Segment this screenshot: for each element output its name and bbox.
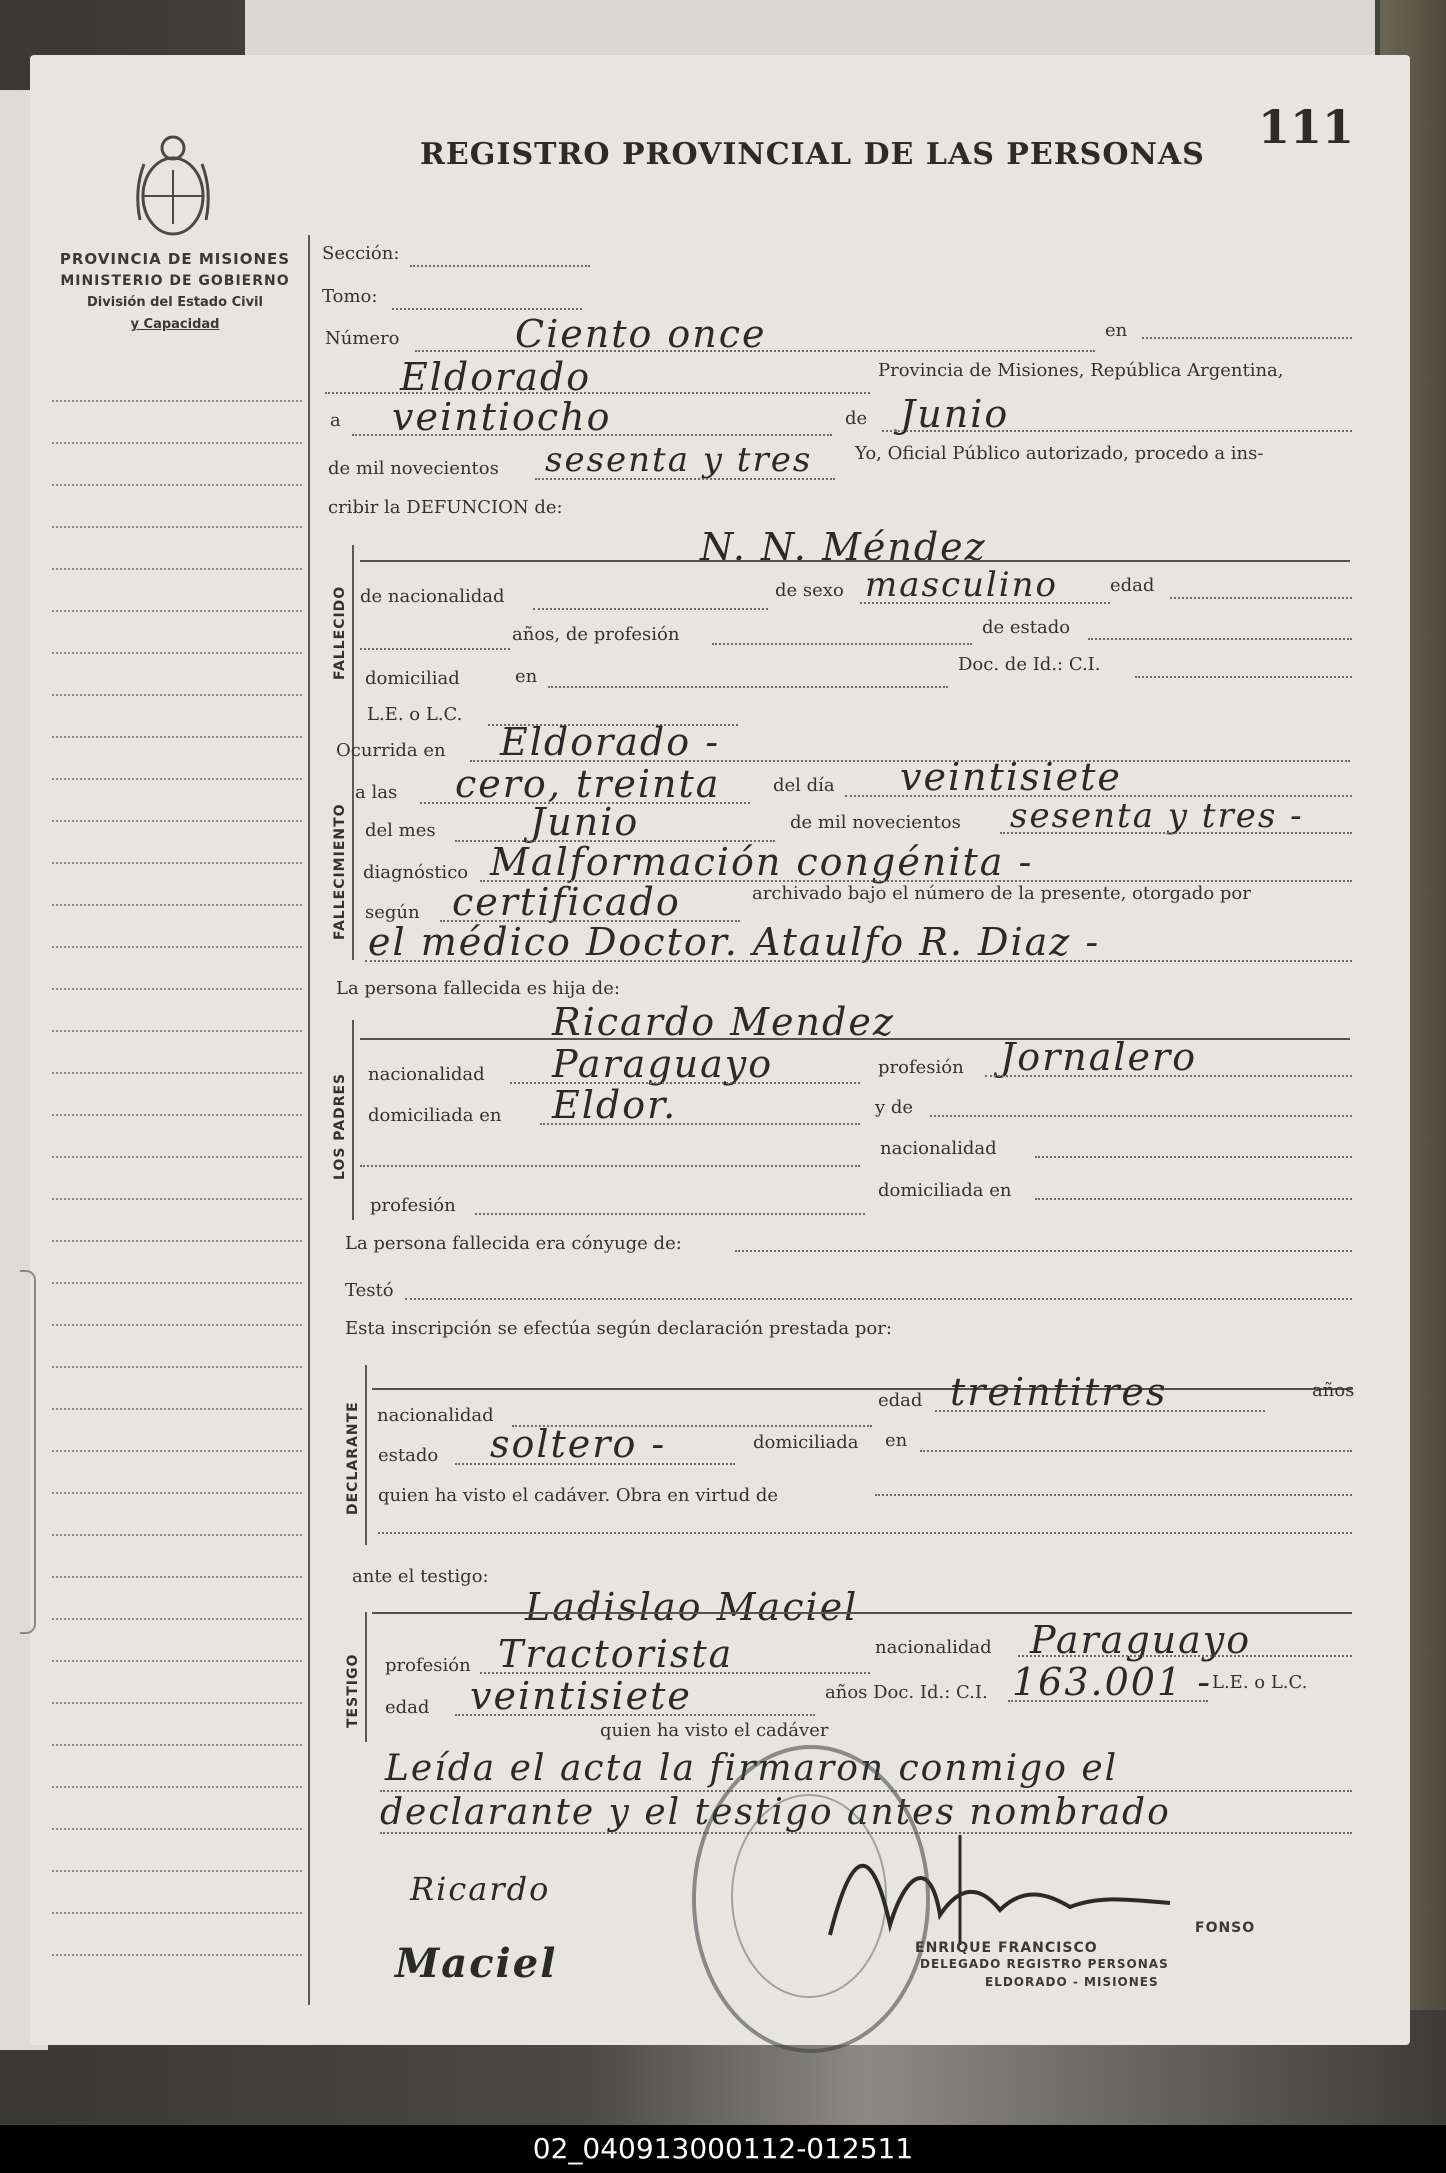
- medico-line: [365, 960, 1352, 962]
- testigo-ci-value: 163.001 -: [1012, 1660, 1213, 1704]
- margin-ruled-line: [52, 1282, 302, 1284]
- padres-side-label: LOS PADRES: [332, 1072, 348, 1180]
- padre-domicilio-label: domiciliada en: [368, 1105, 502, 1126]
- declarante-bracket: [365, 1365, 367, 1545]
- issuer-capacity: y Capacidad: [130, 317, 220, 332]
- mes-muerte-value: Junio: [530, 800, 640, 844]
- testigo-nacionalidad-line: [1018, 1655, 1352, 1657]
- margin-ruled-line: [52, 736, 302, 738]
- testigo-le-lc-label: L.E. o L.C.: [1212, 1672, 1308, 1693]
- testigo-doc-label: años Doc. Id.: C.I.: [825, 1682, 988, 1703]
- padre-profesion-label: profesión: [878, 1057, 964, 1078]
- del-mes-label: del mes: [365, 820, 436, 841]
- stamp-text-4: ELDORADO - MISIONES: [985, 1975, 1159, 1989]
- margin-ruled-line: [52, 862, 302, 864]
- firma-declarante: Ricardo: [410, 1870, 551, 1908]
- declarante-nombre-line: [372, 1388, 1352, 1390]
- numero-value: Ciento once: [515, 312, 767, 356]
- margin-ruled-line: [52, 988, 302, 990]
- margin-ruled-line: [52, 904, 302, 906]
- madre-domicilio-line: [1035, 1198, 1352, 1200]
- testigo-nombre-value: Ladislao Maciel: [525, 1585, 859, 1629]
- testo-label: Testó: [345, 1280, 394, 1301]
- margin-divider: [308, 235, 310, 2005]
- margin-ruled-line: [52, 1366, 302, 1368]
- estado-label: de estado: [982, 617, 1071, 638]
- de-mil-novecientos-label: de mil novecientos: [790, 812, 961, 833]
- declarante-edad-value: treintitres: [950, 1370, 1168, 1414]
- declarante-estado-label: estado: [378, 1445, 439, 1466]
- testigo-side-label: TESTIGO: [345, 1653, 361, 1728]
- declarante-nacionalidad-label: nacionalidad: [377, 1405, 494, 1426]
- margin-ruled-line: [52, 1954, 302, 1956]
- margin-ruled-line: [52, 1786, 302, 1788]
- estado-line: [1088, 638, 1352, 640]
- sexo-line: [860, 602, 1110, 604]
- en-label: en: [1105, 320, 1128, 341]
- padres-bracket: [352, 1020, 354, 1220]
- declarante-edad-line: [935, 1410, 1265, 1412]
- hora-value: cero, treinta: [455, 762, 721, 806]
- edad-line: [1170, 597, 1352, 599]
- nacionalidad-line: [533, 608, 768, 610]
- margin-ruled-line: [52, 484, 302, 486]
- margin-ruled-line: [52, 1828, 302, 1830]
- issuer-ministry: MINISTERIO DE GOBIERNO: [60, 273, 290, 289]
- padre-domicilio-value: Eldor.: [552, 1083, 678, 1127]
- medico-value: el médico Doctor. Ataulfo R. Diaz -: [368, 920, 1101, 964]
- madre-profesion-label: profesión: [370, 1195, 456, 1216]
- issuer-division: División del Estado Civil: [87, 295, 263, 310]
- diagnostico-label: diagnóstico: [363, 862, 469, 883]
- a-las-label: a las: [355, 782, 398, 803]
- firma-testigo: Maciel: [395, 1940, 558, 1987]
- mes-value: Junio: [900, 392, 1010, 436]
- margin-ruled-line: [52, 1618, 302, 1620]
- testo-line: [405, 1298, 1352, 1300]
- madre-nacionalidad-label: nacionalidad: [880, 1138, 997, 1159]
- fallecimiento-bracket: [352, 770, 354, 960]
- margin-ruled-line: [52, 694, 302, 696]
- official-seal-icon: [692, 1745, 930, 2053]
- provincia-label: Provincia de Misiones, República Argentina,: [878, 360, 1284, 381]
- margin-ruled-line: [52, 1198, 302, 1200]
- margin-ruled-line: [52, 778, 302, 780]
- padre-value: Ricardo Mendez: [552, 1000, 895, 1044]
- margin-ruled-line: [52, 1156, 302, 1158]
- madre-domicilio-label: domiciliada en: [878, 1180, 1012, 1201]
- declarante-cadaver-label: quien ha visto el cadáver. Obra en virtud de: [378, 1485, 779, 1506]
- madre-line: [930, 1115, 1352, 1117]
- lugar-line: [325, 392, 870, 394]
- margin-ruled-line: [52, 400, 302, 402]
- ocurrida-value: Eldorado -: [500, 720, 721, 764]
- padre-domicilio-line: [540, 1123, 860, 1125]
- margin-ruled-line: [52, 610, 302, 612]
- cierre-linea-1: Leída el acta la firmaron conmigo el: [385, 1748, 1119, 1789]
- domiciliado-label: domiciliad: [365, 668, 460, 689]
- cribir-label: cribir la DEFUNCION de:: [328, 497, 563, 518]
- dia-value: veintiocho: [392, 395, 612, 439]
- margin-ruled-line: [52, 1072, 302, 1074]
- margin-ruled-line: [52, 1240, 302, 1242]
- en-domicilio-label: en: [515, 666, 538, 687]
- testigo-edad-line: [455, 1714, 815, 1716]
- archivado-label: archivado bajo el número de la presente, otorgado por: [752, 883, 1251, 904]
- anos-line: [360, 648, 510, 650]
- declarante-domicilio-line: [920, 1450, 1352, 1452]
- dia-muerte-value: veintisiete: [900, 755, 1122, 799]
- margin-ruled-line: [52, 1324, 302, 1326]
- testigo-edad-value: veintisiete: [470, 1674, 692, 1718]
- margin-ruled-line: [52, 1702, 302, 1704]
- margin-ruled-line: [52, 1114, 302, 1116]
- sexo-value: masculino: [865, 565, 1059, 605]
- padre-profesion-line: [985, 1075, 1352, 1077]
- profesion-line: [712, 643, 972, 645]
- padre-nacionalidad-value: Paraguayo: [552, 1042, 774, 1086]
- margin-ruled-line: [52, 946, 302, 948]
- conyuge-line: [735, 1250, 1352, 1252]
- anos-profesion-label: años, de profesión: [512, 624, 680, 645]
- fallecimiento-side-label: FALLECIMIENTO: [332, 803, 348, 940]
- fallecido-bracket: [352, 545, 354, 770]
- margin-ruled-line: [52, 568, 302, 570]
- seccion-line: [410, 265, 590, 267]
- testigo-ci-line: [1008, 1700, 1208, 1702]
- y-de-label: y de: [875, 1097, 914, 1118]
- ano-value: sesenta y tres: [545, 440, 813, 480]
- edad-label: edad: [1110, 575, 1155, 596]
- madre-profesion-line: [475, 1213, 865, 1215]
- testigo-edad-label: edad: [385, 1697, 430, 1718]
- nacionalidad-label: de nacionalidad: [360, 586, 505, 607]
- testigo-cadaver-label: quien ha visto el cadáver: [600, 1720, 829, 1741]
- page-title: REGISTRO PROVINCIAL DE LAS PERSONAS: [420, 137, 1205, 172]
- dia-line: [352, 434, 832, 436]
- issuer-province: PROVINCIA DE MISIONES: [59, 250, 291, 268]
- numero-label: Número: [325, 328, 400, 349]
- segun-value: certificado: [452, 880, 681, 924]
- margin-ruled-line: [52, 1030, 302, 1032]
- image-identifier: 02_040913000112-012511: [0, 2125, 1446, 2173]
- nombre-value: N. N. Méndez: [700, 525, 987, 569]
- stamp-text-1: FONSO: [1195, 1920, 1256, 1936]
- mes-line: [882, 430, 1352, 432]
- cierre-linea-2: declarante y el testigo antes nombrado: [380, 1792, 1171, 1833]
- madre-nombre-line: [360, 1165, 860, 1167]
- mil-novecientos-label: de mil novecientos: [328, 458, 499, 479]
- le-lc-label: L.E. o L.C.: [367, 704, 463, 725]
- conyuge-label: La persona fallecida era cónyuge de:: [345, 1233, 682, 1254]
- doc-id-line: [1135, 676, 1352, 678]
- declarante-virtud-line: [875, 1494, 1352, 1496]
- declarante-extra-line: [378, 1532, 1352, 1534]
- stamp-text-3: DELEGADO REGISTRO PERSONAS: [920, 1957, 1169, 1971]
- declarante-en-label: en: [885, 1430, 908, 1451]
- doc-id-label: Doc. de Id.: C.I.: [958, 654, 1101, 675]
- padre-line: [360, 1038, 1350, 1040]
- margin-ruled-line: [52, 442, 302, 444]
- a-label: a: [330, 410, 341, 431]
- fallecido-side-label: FALLECIDO: [332, 585, 348, 680]
- padre-nacionalidad-label: nacionalidad: [368, 1064, 485, 1085]
- segun-label: según: [365, 902, 420, 923]
- oficial-label: Yo, Oficial Público autorizado, procedo a ins-: [855, 443, 1264, 464]
- de-label: de: [845, 408, 868, 429]
- seccion-label: Sección:: [322, 243, 400, 264]
- ano-muerte-value: sesenta y tres -: [1010, 796, 1304, 836]
- declarante-domiciliada-label: domiciliada: [753, 1432, 859, 1453]
- nombre-line: [360, 560, 1350, 562]
- tomo-label: Tomo:: [322, 286, 378, 307]
- testigo-profesion-value: Tractorista: [498, 1632, 734, 1676]
- hija-de-label: La persona fallecida es hija de:: [336, 978, 620, 999]
- testigo-nacionalidad-label: nacionalidad: [875, 1637, 992, 1658]
- margin-ruled-line: [52, 652, 302, 654]
- declarante-side-label: DECLARANTE: [345, 1401, 361, 1515]
- margin-ruled-line: [52, 1912, 302, 1914]
- declarante-anos-label: años: [1312, 1380, 1355, 1401]
- en-line: [1142, 337, 1352, 339]
- margin-ruled-line: [52, 1492, 302, 1494]
- ante-testigo-label: ante el testigo:: [352, 1566, 489, 1587]
- page-number: 111: [1258, 100, 1355, 154]
- margin-ruled-line: [52, 1450, 302, 1452]
- declarante-estado-value: soltero -: [490, 1422, 667, 1466]
- padre-profesion-value: Jornalero: [1000, 1035, 1198, 1079]
- margin-ruled-line: [52, 1576, 302, 1578]
- madre-nacionalidad-line: [1035, 1156, 1352, 1158]
- del-dia-label: del día: [773, 775, 835, 796]
- binding-mark: [20, 1270, 36, 1634]
- margin-ruled-line: [52, 1870, 302, 1872]
- stamp-text-2: ENRIQUE FRANCISCO: [915, 1940, 1098, 1956]
- margin-ruled-line: [52, 1408, 302, 1410]
- inscripcion-label: Esta inscripción se efectúa según declaración prestada por:: [345, 1318, 892, 1339]
- margin-ruled-line: [52, 1744, 302, 1746]
- ano-muerte-line: [1000, 832, 1352, 834]
- diagnostico-value: Malformación congénita -: [490, 840, 1034, 884]
- margin-ruled-line: [52, 820, 302, 822]
- ocurrida-label: Ocurrida en: [336, 740, 446, 761]
- tomo-line: [392, 308, 582, 310]
- margin-ruled-line: [52, 1660, 302, 1662]
- sexo-label: de sexo: [775, 580, 844, 601]
- margin-ruled-line: [52, 1534, 302, 1536]
- lugar-value: Eldorado: [400, 355, 592, 399]
- margin-ruled-line: [52, 526, 302, 528]
- numero-line: [415, 350, 1095, 352]
- declarante-estado-line: [455, 1463, 735, 1465]
- domicilio-line: [548, 686, 948, 688]
- testigo-nacionalidad-value: Paraguayo: [1030, 1618, 1252, 1662]
- testigo-nombre-line: [372, 1612, 1352, 1614]
- coat-of-arms-icon: [130, 130, 216, 242]
- testigo-bracket: [365, 1612, 367, 1742]
- issuer-block: [40, 248, 310, 336]
- declarante-edad-label: edad: [878, 1390, 923, 1411]
- ano-line: [535, 478, 835, 480]
- testigo-profesion-label: profesión: [385, 1655, 471, 1676]
